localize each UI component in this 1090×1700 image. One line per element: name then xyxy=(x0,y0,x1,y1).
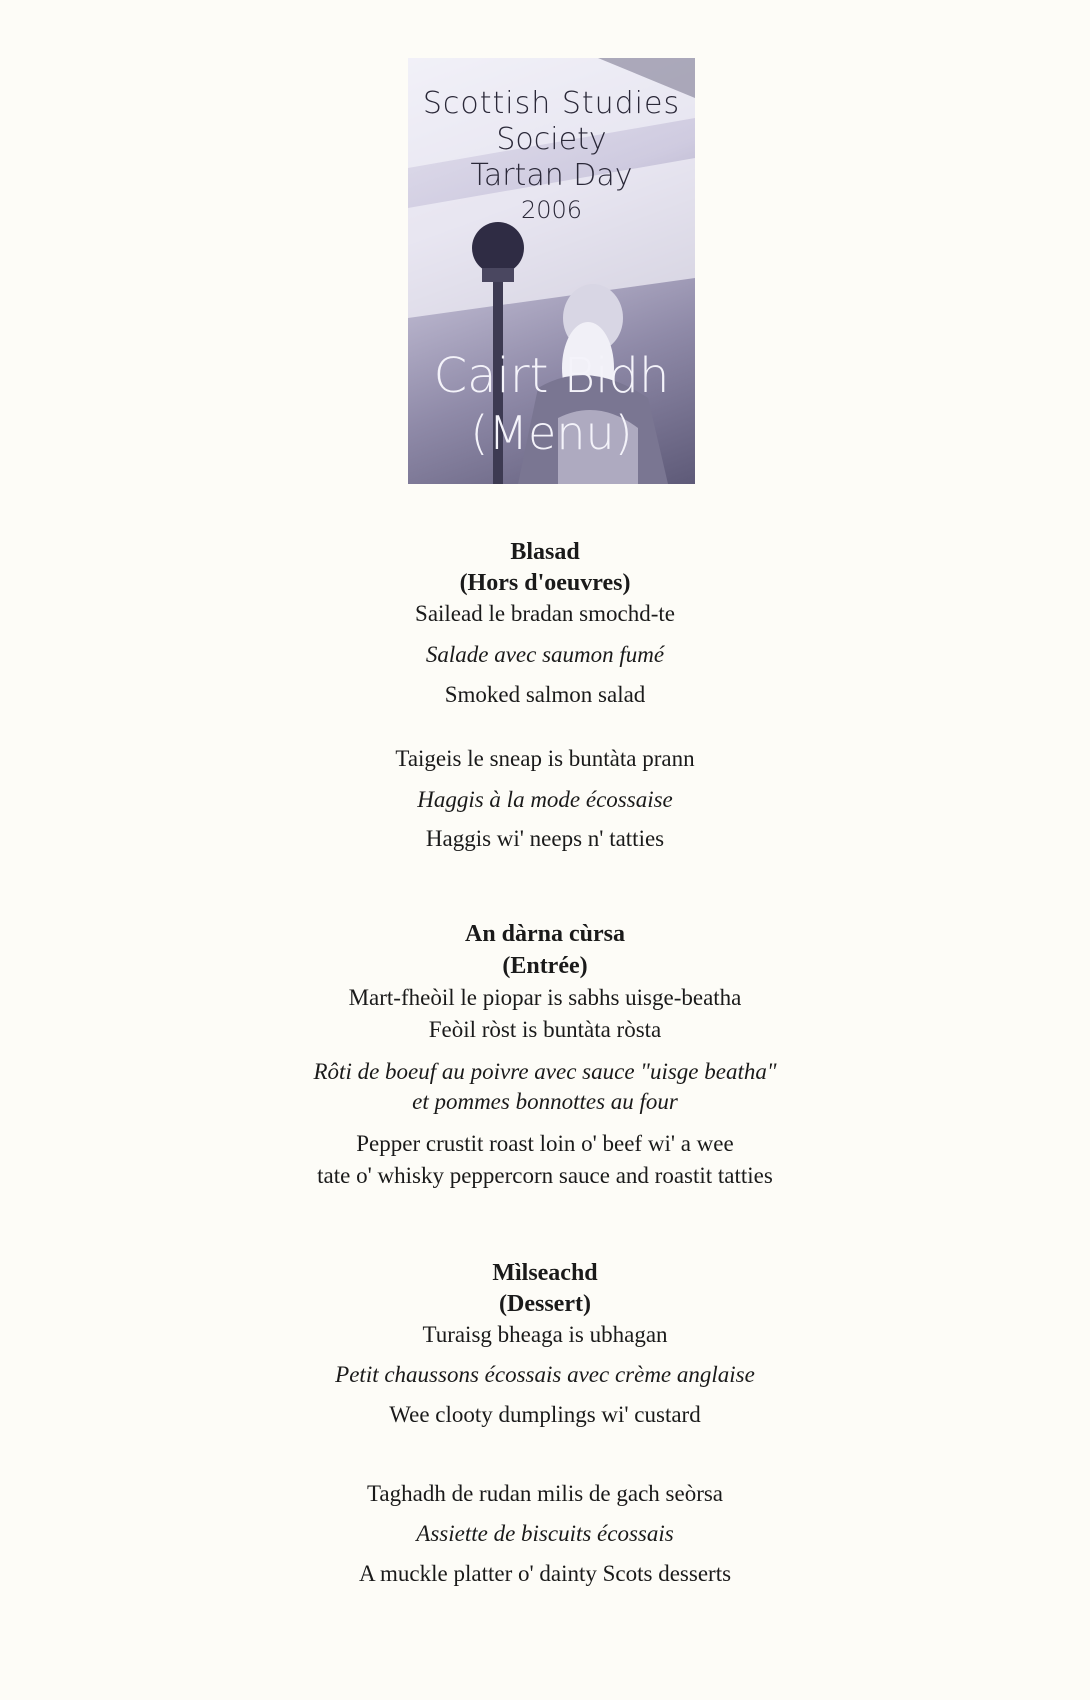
dish-french: Haggis à la mode écossaise xyxy=(417,787,673,812)
section-subtitle: (Dessert) xyxy=(499,1291,591,1317)
cover-menu-english: (Menu) xyxy=(470,406,633,460)
dish-gaelic: Feòil ròst is buntàta ròsta xyxy=(428,1017,662,1042)
dish-french: et pommes bonnottes au four xyxy=(412,1089,678,1114)
cover-title-line2: Society xyxy=(496,122,607,157)
dish-gaelic: Taigeis le sneap is buntàta prann xyxy=(395,746,695,771)
dish-french: Salade avec saumon fumé xyxy=(425,642,665,667)
dish-scots: Haggis wi' neeps n' tatties xyxy=(425,826,665,851)
section-title: An dàrna cùrsa xyxy=(464,921,626,947)
dish-french: Petit chaussons écossais avec crème anglaise xyxy=(335,1362,755,1387)
dish-scots: tate o' whisky peppercorn sauce and roastit tatties xyxy=(317,1163,773,1188)
dish-scots: Wee clooty dumplings wi' custard xyxy=(389,1402,701,1427)
dish-scots: Pepper crustit roast loin o' beef wi' a wee xyxy=(356,1131,734,1156)
cover-image xyxy=(408,58,695,484)
cover-year: 2006 xyxy=(520,196,583,224)
dish-gaelic: Sailead le bradan smochd-te xyxy=(415,601,675,626)
dish-gaelic: Turaisg bheaga is ubhagan xyxy=(422,1322,668,1347)
section-title: Mìlseachd xyxy=(492,1260,598,1286)
dish-gaelic: Mart-fheòil le piopar is sabhs uisge-beatha xyxy=(348,985,742,1010)
dish-french: Rôti de boeuf au poivre avec sauce "uisge beatha" xyxy=(313,1059,777,1084)
dish-french: Assiette de biscuits écossais xyxy=(416,1521,674,1546)
section-title: Blasad xyxy=(510,539,580,565)
cover-menu-gaelic: Cairt Bidh xyxy=(433,348,670,404)
dish-gaelic: Taghadh de rudan milis de gach seòrsa xyxy=(366,1481,724,1506)
cover-title-line1: Scottish Studies xyxy=(422,86,681,121)
cover-title-line3: Tartan Day xyxy=(470,158,633,193)
section-subtitle: (Hors d'oeuvres) xyxy=(459,570,631,596)
section-subtitle: (Entrée) xyxy=(502,953,588,979)
dish-scots: Smoked salmon salad xyxy=(444,682,646,707)
dish-scots: A muckle platter o' dainty Scots desserts xyxy=(358,1561,732,1586)
